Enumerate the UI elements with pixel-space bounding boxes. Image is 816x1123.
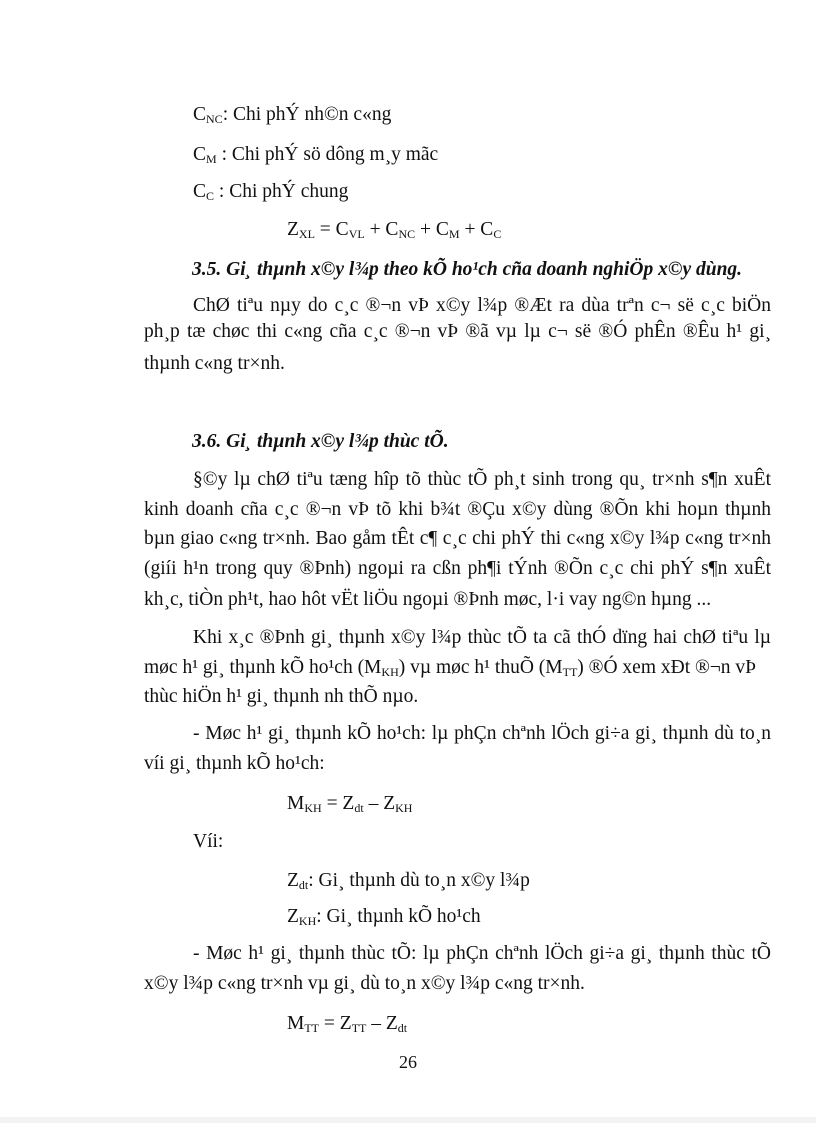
paragraph-line: bµn giao c«ng tr×nh. Bao gåm tÊt c¶ c¸c chi phÝ thi c«ng x©y l¾p c«ng tr×nh <box>144 528 771 549</box>
paragraph-line: ph¸p tæ chøc thi c«ng cña c¸c ®¬n vÞ ®ã vµ lµ c¬ së ®Ó phÊn ®Êu h¹ gi¸ <box>144 321 771 342</box>
paragraph-line: thµnh c«ng tr×nh. <box>144 353 285 374</box>
formula-mkh: $M_{KH} = Z_{dt} - Z_{KH}$ <box>287 793 413 815</box>
definition-cnc: $C_{NC}$: Chi phÝ nh©n c«ng <box>193 104 392 126</box>
paragraph-line: kinh doanh cña c¸c ®¬n vÞ tõ khi b¾t ®Çu x©y dùng ®Õn khi hoµn thµnh <box>144 499 771 520</box>
paragraph-line: víi gi¸ thµnh kÕ ho¹ch: <box>144 753 325 774</box>
formula-mtt: $M_{TT} = Z_{TT} - Z_{dt}$ <box>287 1013 408 1035</box>
paragraph-line: kh¸c, tiÒn ph¹t, hao hôt vËt liÖu ngoµi ®Þnh møc, l·i vay ng©n hµng ... <box>144 589 712 610</box>
definition-cm: $C_M$ : Chi phÝ sö dông m¸y mãc <box>193 144 439 166</box>
definition-zdt: $Z_{dt}$: Gi¸ thµnh dù to¸n x©y l¾p <box>287 870 530 892</box>
formula-zxl: $Z_{XL} = C_{VL} + C_{NC} + C_M + C_C$ <box>287 219 502 241</box>
definition-cc: $C_C$ : Chi phÝ chung <box>193 181 349 203</box>
paragraph-line: møc h¹ gi¸ thµnh kÕ ho¹ch $(M_{KH})$ vµ møc h¹ thuÕ $(M_{TT})$ ®Ó xem xÐt ®¬n vÞ <box>144 657 757 679</box>
heading-3-5: 3.5. Gi¸ thµnh x©y l¾p theo kÕ ho¹ch cña doanh nghiÖp x©y dùng. <box>192 259 743 280</box>
paragraph-line: Khi x¸c ®Þnh gi¸ thµnh x©y l¾p thùc tÕ ta cã thÓ dïng hai chØ tiªu lµ <box>193 627 771 648</box>
paragraph-line: x©y l¾p c«ng tr×nh vµ gi¸ dù to¸n x©y l¾p c«ng tr×nh. <box>144 973 585 994</box>
page-number: 26 <box>399 1052 417 1072</box>
paragraph-line: (giíi h¹n trong quy ®Þnh) ngoµi ra cßn ph¶i tÝnh ®Õn c¸c chi phÝ s¶n xuÊt <box>144 558 771 579</box>
definition-zkh: $Z_{KH}$: Gi¸ thµnh kÕ ho¹ch <box>287 906 481 928</box>
page-bottom-edge <box>0 1117 816 1123</box>
with-label: Víi: <box>193 831 224 852</box>
heading-3-6: 3.6. Gi¸ thµnh x©y l¾p thùc tÕ. <box>192 431 449 452</box>
paragraph-line: thùc hiÖn h¹ gi¸ thµnh nh thÕ nµo. <box>144 686 419 707</box>
paragraph-line: - Møc h¹ gi¸ thµnh thùc tÕ: lµ phÇn chªnh lÖch gi÷a gi¸ thµnh thùc tÕ <box>193 943 771 964</box>
paragraph-line: §©y lµ chØ tiªu tæng hîp tõ thùc tÕ ph¸t sinh trong qu¸ tr×nh s¶n xuÊt <box>193 469 771 490</box>
paragraph-line: ChØ tiªu nµy do c¸c ®¬n vÞ x©y l¾p ®Æt ra dùa trªn c¬ së c¸c biÖn <box>193 295 771 316</box>
paragraph-line: - Møc h¹ gi¸ thµnh kÕ ho¹ch: lµ phÇn chªnh lÖch gi÷a gi¸ thµnh dù to¸n <box>193 723 771 744</box>
